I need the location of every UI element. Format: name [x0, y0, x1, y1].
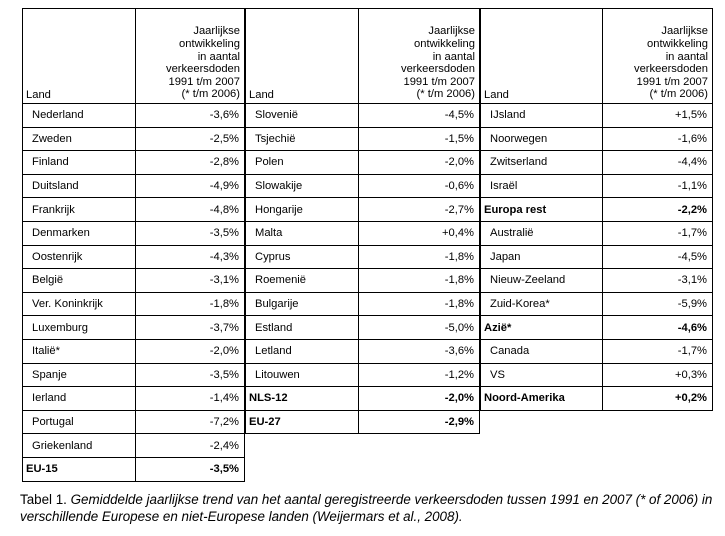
table-row [23, 457, 245, 481]
value-header-line: (* t/m 2006) [649, 88, 708, 101]
land-header: Land [246, 9, 359, 104]
country-cell: Australië [481, 221, 603, 245]
value-header-line: verkeersdoden [165, 63, 240, 76]
trend-value-cell: -3,5% [136, 457, 245, 481]
table-row [481, 221, 713, 245]
table-row [481, 316, 713, 340]
country-cell: IJsland [481, 104, 603, 128]
trend-value-cell: -1,8% [359, 245, 480, 269]
trend-value-cell: -1,7% [603, 221, 713, 245]
country-cell: Hongarije [246, 198, 359, 222]
country-cell: Noord-Amerika [481, 387, 603, 411]
country-cell: Ver. Koninkrijk [23, 292, 136, 316]
trend-value-cell: -4,4% [603, 151, 713, 175]
table-row [246, 104, 480, 128]
trend-value-cell: -3,6% [136, 104, 245, 128]
trend-value-cell: -0,6% [359, 174, 480, 198]
table-row [246, 269, 480, 293]
table-row [23, 245, 245, 269]
table-row [23, 363, 245, 387]
table-header-row [481, 9, 713, 104]
trend-value-cell: -1,7% [603, 339, 713, 363]
country-cell: Slovenië [246, 104, 359, 128]
country-cell: Cyprus [246, 245, 359, 269]
table-row [481, 292, 713, 316]
table-row [246, 292, 480, 316]
table-row [481, 363, 713, 387]
table-row [23, 292, 245, 316]
table-row [481, 339, 713, 363]
value-header-line: Jaarlijkse [428, 25, 475, 38]
trend-value-cell: -2,0% [359, 387, 480, 411]
value-header-line: (* t/m 2006) [416, 88, 475, 101]
country-cell: Litouwen [246, 363, 359, 387]
trend-value-cell: -2,9% [359, 410, 480, 434]
value-header-line: 1991 t/m 2007 [168, 75, 240, 88]
value-header-line: in aantal [665, 50, 708, 63]
table-nls12 [245, 8, 480, 434]
country-cell: België [23, 269, 136, 293]
country-cell: Europa rest [481, 198, 603, 222]
country-cell: Israël [481, 174, 603, 198]
trend-value-cell: -4,6% [603, 316, 713, 340]
value-header [136, 9, 245, 104]
table-row [23, 127, 245, 151]
table-row [481, 151, 713, 175]
country-cell: Japan [481, 245, 603, 269]
trend-value-cell: -4,8% [136, 198, 245, 222]
table-row [23, 151, 245, 175]
trend-value-cell: -1,5% [359, 127, 480, 151]
value-header-line: 1991 t/m 2007 [636, 75, 708, 88]
trend-value-cell: -3,6% [359, 339, 480, 363]
table-row [246, 387, 480, 411]
table-row [481, 127, 713, 151]
trend-value-cell: -3,1% [603, 269, 713, 293]
table-caption [20, 491, 720, 525]
trend-value-cell: -2,2% [603, 198, 713, 222]
trend-value-cell: -4,5% [359, 104, 480, 128]
country-cell: Denmarken [23, 221, 136, 245]
trend-value-cell: -2,8% [136, 151, 245, 175]
country-cell: Bulgarije [246, 292, 359, 316]
country-cell: Malta [246, 221, 359, 245]
table-row [481, 269, 713, 293]
country-cell: Slowakije [246, 174, 359, 198]
trend-value-cell: -1,6% [603, 127, 713, 151]
table-row [23, 434, 245, 458]
trend-value-cell: -1,1% [603, 174, 713, 198]
trend-value-cell: -2,4% [136, 434, 245, 458]
table-row [246, 174, 480, 198]
trend-value-cell: -2,0% [136, 339, 245, 363]
table-row [246, 198, 480, 222]
country-cell: Roemenië [246, 269, 359, 293]
country-cell: Finland [23, 151, 136, 175]
country-cell: Zwitserland [481, 151, 603, 175]
trend-value-cell: -3,7% [136, 316, 245, 340]
trend-value-cell: -1,8% [359, 292, 480, 316]
trend-value-cell: -3,1% [136, 269, 245, 293]
table-row [246, 221, 480, 245]
country-cell: Noorwegen [481, 127, 603, 151]
value-header-line: ontwikkeling [647, 38, 708, 51]
country-cell: EU-27 [246, 410, 359, 434]
trend-value-cell: -1,4% [136, 387, 245, 411]
value-header [359, 9, 480, 104]
trend-value-cell: -2,7% [359, 198, 480, 222]
table-row [481, 174, 713, 198]
caption-text: Gemiddelde jaarlijkse trend van het aantal geregistreerde verkeersdoden tussen 1991 en 2007 (* of 2006) in verschillende Europese en niet-Europese landen (Weijermars et al., 2008). [20, 492, 713, 524]
table-row [481, 104, 713, 128]
country-cell: Oostenrijk [23, 245, 136, 269]
table-row [246, 339, 480, 363]
trend-value-cell: -3,5% [136, 363, 245, 387]
value-header [603, 9, 713, 104]
table-row [23, 104, 245, 128]
country-cell: Portugal [23, 410, 136, 434]
country-cell: Estland [246, 316, 359, 340]
country-cell: EU-15 [23, 457, 136, 481]
trend-value-cell: +0,4% [359, 221, 480, 245]
trend-value-cell: -5,0% [359, 316, 480, 340]
country-cell: Tsjechië [246, 127, 359, 151]
country-cell: NLS-12 [246, 387, 359, 411]
country-cell: Nederland [23, 104, 136, 128]
trend-value-cell: -2,5% [136, 127, 245, 151]
table-row [246, 410, 480, 434]
country-cell: Canada [481, 339, 603, 363]
table-row [246, 127, 480, 151]
table-row [23, 221, 245, 245]
trend-value-cell: -1,8% [359, 269, 480, 293]
value-header-line: verkeersdoden [633, 63, 708, 76]
country-cell: Frankrijk [23, 198, 136, 222]
trend-value-cell: -7,2% [136, 410, 245, 434]
trend-value-cell: -3,5% [136, 221, 245, 245]
country-cell: VS [481, 363, 603, 387]
value-header-line: ontwikkeling [179, 38, 240, 51]
value-header-line: 1991 t/m 2007 [403, 75, 475, 88]
value-header-line: Jaarlijkse [661, 25, 708, 38]
trend-value-cell: -4,9% [136, 174, 245, 198]
trend-value-cell: -1,8% [136, 292, 245, 316]
country-cell: Azië* [481, 316, 603, 340]
value-header-line: verkeersdoden [400, 63, 475, 76]
country-cell: Griekenland [23, 434, 136, 458]
table-row [23, 198, 245, 222]
trend-value-cell: +0,2% [603, 387, 713, 411]
table-row [481, 198, 713, 222]
value-header-line: Jaarlijkse [193, 25, 240, 38]
country-cell: Nieuw-Zeeland [481, 269, 603, 293]
table-header-row [246, 9, 480, 104]
table-row [246, 363, 480, 387]
table-row [481, 245, 713, 269]
value-header-line: in aantal [432, 50, 475, 63]
value-header-line: ontwikkeling [414, 38, 475, 51]
table-row [23, 174, 245, 198]
land-header: Land [23, 9, 136, 104]
table-row [23, 339, 245, 363]
table-header-row [23, 9, 245, 104]
trend-value-cell: +0,3% [603, 363, 713, 387]
country-cell: Polen [246, 151, 359, 175]
land-header: Land [481, 9, 603, 104]
country-cell: Luxemburg [23, 316, 136, 340]
table-row [481, 387, 713, 411]
trend-value-cell: +1,5% [603, 104, 713, 128]
country-cell: Ierland [23, 387, 136, 411]
trend-value-cell: -5,9% [603, 292, 713, 316]
table-row [23, 316, 245, 340]
table-row [23, 387, 245, 411]
trend-value-cell: -4,5% [603, 245, 713, 269]
country-cell: Duitsland [23, 174, 136, 198]
table-row [246, 245, 480, 269]
country-cell: Spanje [23, 363, 136, 387]
table-row [23, 269, 245, 293]
country-cell: Letland [246, 339, 359, 363]
trend-value-cell: -2,0% [359, 151, 480, 175]
table-row [23, 410, 245, 434]
caption-prefix: Tabel 1. [20, 492, 71, 507]
table-rest [480, 8, 713, 411]
table-eu15 [22, 8, 245, 482]
trend-value-cell: -4,3% [136, 245, 245, 269]
country-cell: Zweden [23, 127, 136, 151]
country-cell: Italië* [23, 339, 136, 363]
table-row [246, 151, 480, 175]
value-header-line: (* t/m 2006) [181, 88, 240, 101]
country-cell: Zuid-Korea* [481, 292, 603, 316]
trend-value-cell: -1,2% [359, 363, 480, 387]
table-row [246, 316, 480, 340]
value-header-line: in aantal [197, 50, 240, 63]
